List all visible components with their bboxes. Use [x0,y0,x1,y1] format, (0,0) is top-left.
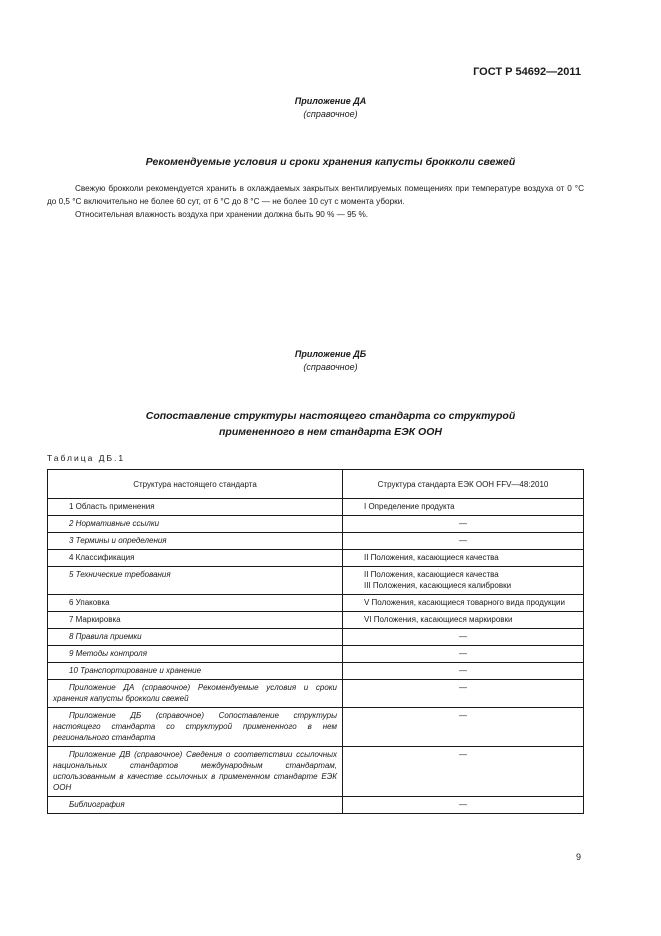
table-caption: Таблица ДБ.1 [47,453,126,463]
table-cell: 4 Классификация [48,550,343,567]
document-id: ГОСТ Р 54692—2011 [473,66,581,78]
table-cell: 9 Методы контроля [48,646,343,663]
table-row [48,629,584,646]
table-cell: — [343,516,584,533]
table-cell-line: II Положения, касающиеся качества [364,570,499,579]
table-row [48,663,584,680]
annex-da-body [47,182,584,221]
table-row [48,747,584,797]
table-cell: 7 Маркировка [48,612,343,629]
column-header: Структура настоящего стандарта [48,470,343,499]
paragraph-storage-conditions: Свежую брокколи рекомендуется хранить в охлаждаемых закрытых вентилируемых помещениях при температуре воздуха от 0 °С до 0,5 °С включительно не более 60 сут, от 6 °С до 8 °С — не более 10 сут с момента уборки. [47,184,584,206]
table-cell: II Положения, касающиеся качества [343,550,584,567]
table-cell [343,567,584,595]
table-cell: — [343,646,584,663]
table-cell: 6 Упаковка [48,595,343,612]
annex-da-title: Приложение ДА [294,96,367,106]
column-header: Структура стандарта ЕЭК ООН FFV—48:2010 [343,470,584,499]
table-cell: I Определение продукта [343,499,584,516]
table-cell-line: III Положения, касающиеся калибровки [364,581,512,590]
table-cell: — [343,663,584,680]
table-cell: V Положения, касающиеся товарного вида продукции [343,595,584,612]
annex-db-heading-line1: Сопоставление структуры настоящего стандарта со структурой [145,410,516,422]
table-header-row [48,470,584,499]
table-cell: 2 Нормативные ссылки [48,516,343,533]
table-row [48,708,584,747]
table-cell: Приложение ДБ (справочное) Сопоставление структуры настоящего стандарта со структурой примененного в нем регионального стандарта [48,708,343,747]
table-cell: Приложение ДВ (справочное) Сведения о соответствии ссылочных национальных стандартов международным стандартам, использованным в качестве ссылочных в примененном стандарте ЕЭК ООН [48,747,343,797]
table-cell: 8 Правила приемки [48,629,343,646]
paragraph-humidity: Относительная влажность воздуха при хранении должна быть 90 % — 95 %. [75,210,369,219]
table-cell: — [343,533,584,550]
table-row [48,550,584,567]
table-cell: — [343,797,584,814]
annex-db-subtitle: (справочное) [303,362,358,372]
table-row [48,680,584,708]
table-cell: — [343,747,584,797]
annex-da-subtitle: (справочное) [303,109,358,119]
table-cell: — [343,629,584,646]
table-cell: 3 Термины и определения [48,533,343,550]
table-row [48,797,584,814]
table-cell: — [343,708,584,747]
annex-db-heading-line2: примененного в нем стандарта ЕЭК ООН [219,426,442,438]
table-row [48,516,584,533]
annex-db-title: Приложение ДБ [294,349,367,359]
table-cell: Приложение ДА (справочное) Рекомендуемые условия и сроки хранения капусты брокколи свежей [48,680,343,708]
table-row [48,499,584,516]
table-cell: 5 Технические требования [48,567,343,595]
table-cell: Библиография [48,797,343,814]
table-cell: 10 Транспортирование и хранение [48,663,343,680]
table-row [48,595,584,612]
table-row [48,567,584,595]
structure-comparison-table [47,469,584,814]
table-row [48,612,584,629]
table-cell: 1 Область применения [48,499,343,516]
annex-da-heading: Рекомендуемые условия и сроки хранения капусты брокколи свежей [145,156,516,168]
page-number: 9 [575,852,581,862]
table-cell: VI Положения, касающиеся маркировки [343,612,584,629]
table-cell: — [343,680,584,708]
table-row [48,646,584,663]
table-row [48,533,584,550]
